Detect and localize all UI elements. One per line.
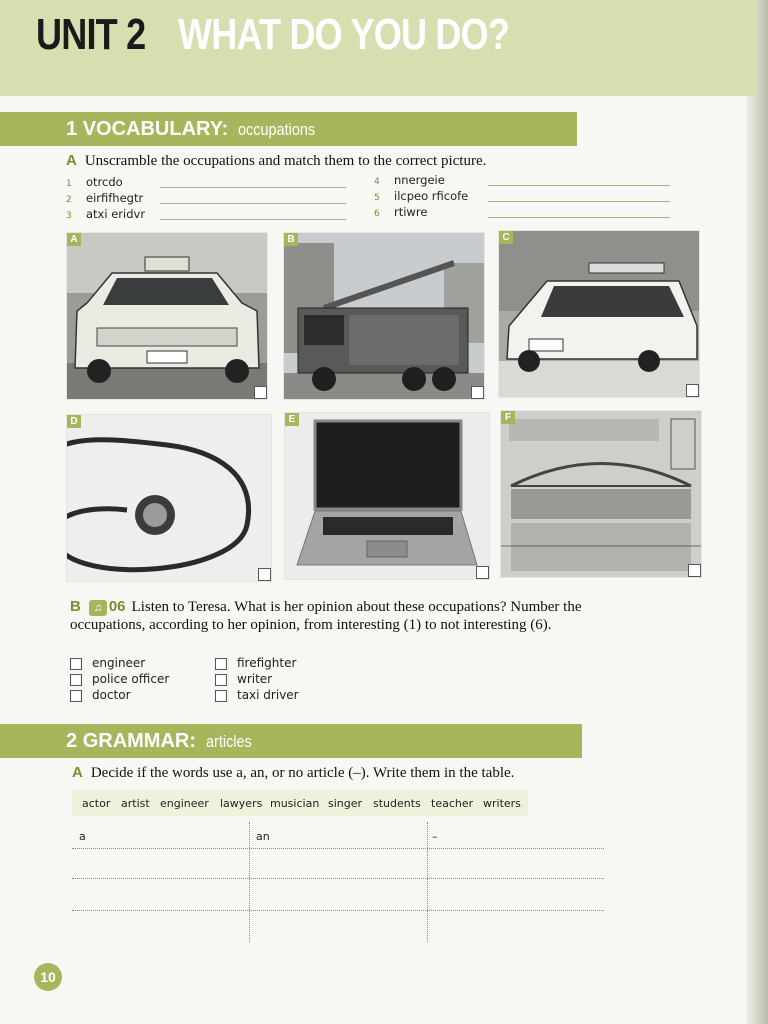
section-heading: VOCABULARY: bbox=[82, 118, 229, 140]
unit-title: WHAT DO YOU DO? bbox=[178, 10, 510, 59]
stethoscope-image bbox=[67, 415, 271, 581]
instruction-text: Unscramble the occupations and match them to the correct picture. bbox=[84, 153, 487, 169]
item-number: 1 bbox=[66, 179, 72, 189]
scramble-item-3 bbox=[66, 207, 145, 223]
option-firefighter bbox=[215, 656, 296, 672]
word-bank bbox=[72, 790, 528, 816]
taxi-image bbox=[67, 233, 267, 399]
scramble-item-1 bbox=[66, 175, 123, 191]
scramble-item-5 bbox=[374, 189, 468, 205]
section-subheading: occupations bbox=[237, 120, 315, 139]
answer-checkbox[interactable] bbox=[476, 566, 489, 579]
word-bank-item: writers bbox=[483, 797, 521, 810]
word-bank-item: engineer bbox=[160, 797, 209, 810]
scrambled-word: rtiwre bbox=[394, 205, 428, 219]
option-taxi-driver bbox=[215, 688, 299, 704]
picture-e-laptop bbox=[284, 412, 490, 580]
answer-line[interactable] bbox=[488, 185, 670, 186]
answer-checkbox[interactable] bbox=[254, 386, 267, 399]
option-writer bbox=[215, 672, 272, 688]
answer-line[interactable] bbox=[488, 217, 670, 218]
picture-f-bridge-drawing bbox=[500, 410, 702, 578]
picture-label: B bbox=[284, 233, 298, 246]
word-bank-item: artist bbox=[121, 797, 150, 810]
audio-icon[interactable]: ♫ bbox=[89, 600, 107, 616]
word-bank-item: teacher bbox=[431, 797, 474, 810]
unit-label: UNIT 2 bbox=[36, 10, 146, 59]
table-row-line[interactable] bbox=[72, 848, 604, 849]
table-row-line[interactable] bbox=[72, 910, 604, 911]
answer-checkbox[interactable] bbox=[688, 564, 701, 577]
section-subheading: articles bbox=[205, 732, 252, 751]
option-label: writer bbox=[237, 672, 273, 686]
option-engineer bbox=[70, 656, 145, 672]
scrambled-word: eirfifhegtr bbox=[86, 191, 144, 205]
instruction-text: Decide if the words use a, an, or no article (–). Write them in the table. bbox=[90, 765, 515, 781]
picture-label: C bbox=[499, 231, 513, 244]
picture-label: F bbox=[501, 411, 515, 424]
option-checkbox[interactable] bbox=[215, 674, 227, 686]
word-bank-item: lawyers bbox=[220, 797, 263, 810]
item-number: 2 bbox=[66, 195, 72, 205]
word-bank-item: musician bbox=[270, 797, 320, 810]
table-divider bbox=[427, 822, 428, 942]
answer-line[interactable] bbox=[160, 203, 346, 204]
option-label: police officer bbox=[92, 672, 170, 686]
scrambled-word: ilcpeo rficofe bbox=[394, 189, 469, 203]
answer-checkbox[interactable] bbox=[471, 386, 484, 399]
section-number: 2 bbox=[66, 730, 78, 752]
audio-track-number: 06 bbox=[108, 598, 126, 615]
item-number: 5 bbox=[374, 193, 380, 203]
item-number: 4 bbox=[374, 177, 380, 187]
option-checkbox[interactable] bbox=[70, 658, 82, 670]
table-header-a: a bbox=[79, 830, 86, 843]
picture-label: E bbox=[285, 413, 299, 426]
exercise-letter: A bbox=[72, 764, 83, 781]
table-row-line[interactable] bbox=[72, 878, 604, 879]
option-police-officer bbox=[70, 672, 169, 688]
item-number: 3 bbox=[66, 211, 72, 221]
section-vocabulary-banner bbox=[0, 112, 577, 146]
option-checkbox[interactable] bbox=[215, 658, 227, 670]
item-number: 6 bbox=[374, 209, 380, 219]
picture-label: D bbox=[67, 415, 81, 428]
scramble-item-4 bbox=[374, 173, 445, 189]
scrambled-word: otrcdo bbox=[86, 175, 123, 189]
option-label: taxi driver bbox=[237, 688, 299, 702]
option-checkbox[interactable] bbox=[70, 674, 82, 686]
section-heading: GRAMMAR: bbox=[82, 730, 196, 752]
answer-line[interactable] bbox=[488, 201, 670, 202]
unit-header bbox=[0, 0, 755, 96]
word-bank-item: singer bbox=[328, 797, 363, 810]
laptop-image bbox=[285, 413, 489, 579]
word-bank-item: students bbox=[373, 797, 421, 810]
exercise-letter: B bbox=[70, 598, 81, 615]
picture-label: A bbox=[67, 233, 81, 246]
option-doctor bbox=[70, 688, 131, 704]
picture-a-taxi bbox=[66, 232, 268, 400]
scramble-item-6 bbox=[374, 205, 427, 221]
picture-d-stethoscope bbox=[66, 414, 272, 582]
option-label: firefighter bbox=[237, 656, 297, 670]
exercise-1a-instruction bbox=[66, 152, 486, 170]
table-header-an: an bbox=[256, 830, 270, 843]
scramble-item-2 bbox=[66, 191, 143, 207]
firetruck-image bbox=[284, 233, 484, 399]
exercise-2a-instruction bbox=[72, 764, 514, 782]
policecar-image bbox=[499, 231, 699, 397]
exercise-1b-instruction bbox=[70, 598, 600, 634]
scrambled-word: nnergeie bbox=[394, 173, 445, 187]
option-checkbox[interactable] bbox=[215, 690, 227, 702]
word-bank-item: actor bbox=[82, 797, 111, 810]
picture-b-firetruck bbox=[283, 232, 485, 400]
picture-c-policecar bbox=[498, 230, 700, 398]
answer-checkbox[interactable] bbox=[258, 568, 271, 581]
scrambled-word: atxi eridvr bbox=[86, 207, 146, 221]
exercise-letter: A bbox=[66, 152, 77, 169]
option-label: doctor bbox=[92, 688, 131, 702]
section-number: 1 bbox=[66, 118, 78, 140]
instruction-text: Listen to Teresa. What is her opinion about these occupations? Number the occupations, according to her opinion, from interesting (1) to not interesting (6). bbox=[70, 599, 582, 633]
table-header-no-article: – bbox=[432, 830, 438, 843]
section-grammar-banner bbox=[0, 724, 582, 758]
option-label: engineer bbox=[92, 656, 146, 670]
answer-checkbox[interactable] bbox=[686, 384, 699, 397]
page-edge bbox=[746, 0, 768, 1024]
answer-line[interactable] bbox=[160, 187, 346, 188]
page-number: 10 bbox=[34, 963, 62, 991]
option-checkbox[interactable] bbox=[70, 690, 82, 702]
bridge-blueprint-image bbox=[501, 411, 701, 577]
answer-line[interactable] bbox=[160, 219, 346, 220]
table-divider bbox=[249, 822, 250, 942]
